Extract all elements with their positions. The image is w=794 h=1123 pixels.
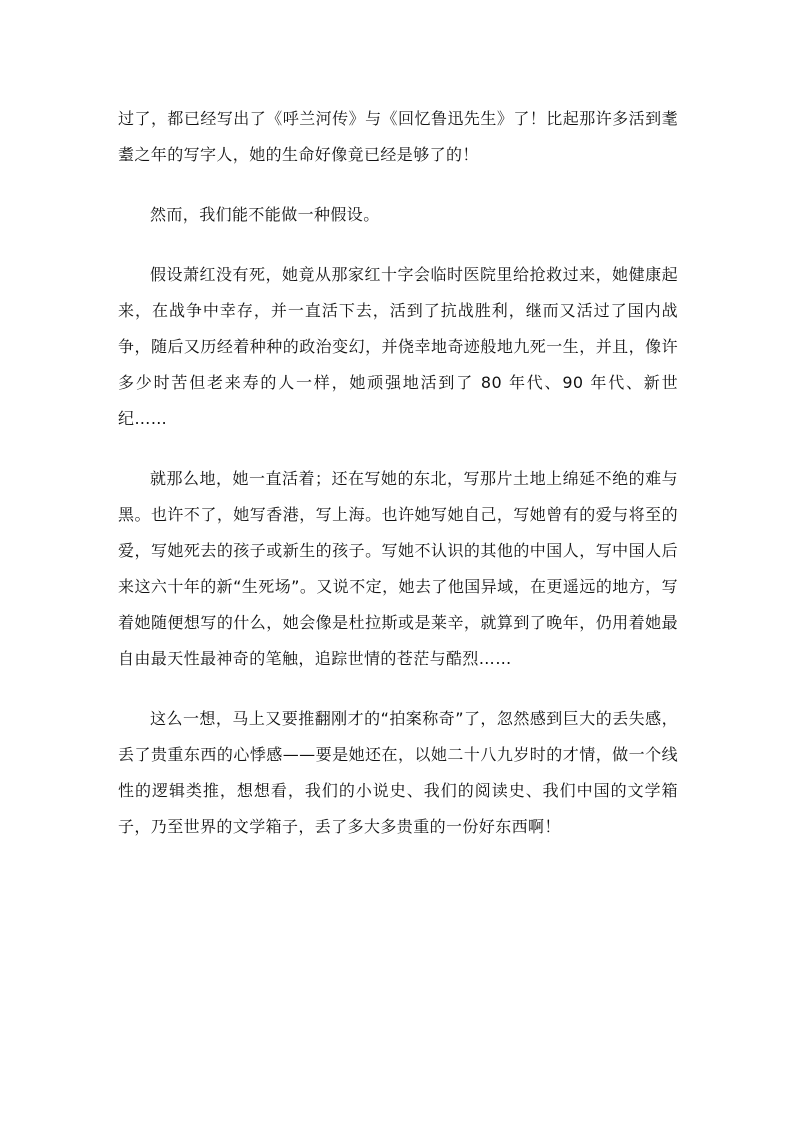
- paragraph: 然而，我们能不能做一种假设。: [150, 205, 380, 224]
- paragraph: 假设萧红没有死，她竟从那家红十字会临时医院里给抢救过来，她健康起来，在战争中幸存，并一直活下去，活到了抗战胜利，继而又活过了国内战争，随后又历经着种种的政治变幻，并侥幸地奇迹般地九死一生，并且，像许多少时苦但老来寿的人一样，她顽强地活到了 80 年代、90 年代、新世纪……: [118, 265, 678, 428]
- document-body: [118, 101, 678, 845]
- paragraph: 这么一想，马上又要推翻刚才的“拍案称奇”了，忽然感到巨大的丢失感，丢了贵重东西的心悸感——要是她还在，以她二十八九岁时的才情，做一个线性的逻辑类推，想想看，我们的小说史、我们的阅读史、我们中国的文学箱子，乃至世界的文学箱子，丢了多大多贵重的一份好东西啊！: [118, 709, 678, 836]
- paragraph: 就那么地，她一直活着；还在写她的东北，写那片土地上绵延不绝的难与黑。也许不了，她写香港，写上海。也许她写她自己，写她曾有的爱与将至的爱，写她死去的孩子或新生的孩子。写她不认识的其他的中国人，写中国人后来这六十年的新“生死场”。又说不定，她去了他国异域，在更遥远的地方，写着她随便想写的什么，她会像是杜拉斯或是莱辛，就算到了晚年，仍用着她最自由最天性最神奇的笔触，追踪世情的苍茫与酷烈……: [118, 469, 678, 668]
- paragraph-continuation: 过了，都已经写出了《呼兰河传》与《回忆鲁迅先生》了！比起那许多活到耄耋之年的写字人，她的生命好像竟已经是够了的！: [118, 109, 678, 164]
